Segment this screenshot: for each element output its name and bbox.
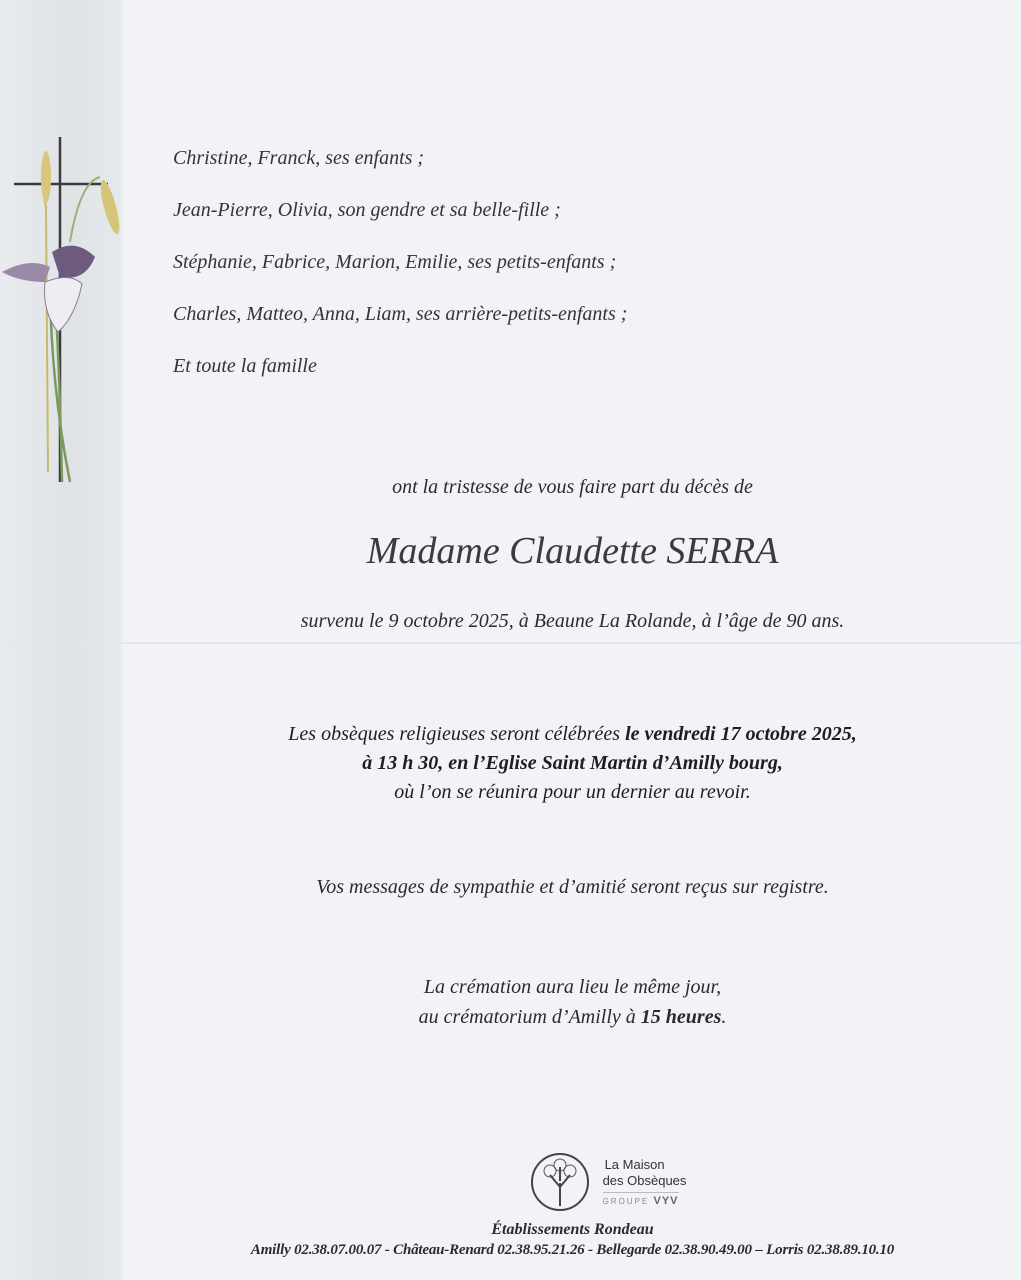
family-line: Jean-Pierre, Olivia, son gendre et sa belle-fille ; — [173, 199, 561, 221]
service-gathering: où l’on se réunira pour un dernier au revoir. — [394, 781, 751, 803]
cremation-period: . — [721, 1006, 727, 1028]
funeral-home-logo — [529, 1148, 687, 1216]
tree-logo-icon — [529, 1151, 591, 1213]
service-place: à 13 h 30, en l’Eglise Saint Martin d’Amilly bourg, — [362, 752, 783, 774]
paper-fold-line — [0, 642, 1021, 644]
family-line: Stéphanie, Fabrice, Marion, Emilie, ses petits-enfants ; — [173, 251, 617, 273]
announcement: ont la tristesse de vous faire part du décès de — [392, 476, 753, 498]
footer — [124, 1148, 1021, 1259]
phone-numbers: Amilly 02.38.07.00.07 - Château-Renard 02.38.95.21.26 - Bellegarde 02.38.90.49.00 – Lorris 02.38.89.10.10 — [250, 1242, 895, 1258]
service-details — [124, 720, 1021, 807]
logo-line: des Obsèques — [602, 1172, 687, 1188]
logo-brand: VYV — [653, 1194, 679, 1207]
logo-line: La Maison — [604, 1156, 665, 1172]
logo-group — [603, 1192, 679, 1208]
death-details: survenu le 9 octobre 2025, à Beaune La Rolande, à l’âge de 90 ans. — [300, 610, 845, 632]
service-date: le vendredi 17 octobre 2025, — [625, 723, 857, 745]
family-line: Et toute la famille — [173, 355, 317, 377]
logo-group-label: GROUPE — [602, 1196, 650, 1206]
establishment-name: Établissements Rondeau — [491, 1221, 654, 1238]
cremation-line: La crémation aura lieu le même jour, — [423, 976, 722, 998]
family-line: Charles, Matteo, Anna, Liam, ses arrière-petits-enfants ; — [173, 303, 628, 325]
cremation-place: au crématorium d’Amilly à — [418, 1006, 641, 1028]
logo-text-block — [603, 1157, 687, 1208]
logo-text — [603, 1157, 687, 1189]
family-line: Christine, Franck, ses enfants ; — [173, 147, 425, 169]
cremation-details — [124, 972, 1021, 1032]
family-list — [173, 132, 627, 392]
service-intro: Les obsèques religieuses seront célébrées — [288, 723, 626, 745]
condolence-messages: Vos messages de sympathie et d’amitié seront reçus sur registre. — [316, 876, 829, 898]
deceased-name: Madame Claudette SERRA — [366, 530, 779, 572]
cross-lily-decoration-icon — [0, 132, 130, 502]
cremation-time: 15 heures — [640, 1006, 722, 1028]
